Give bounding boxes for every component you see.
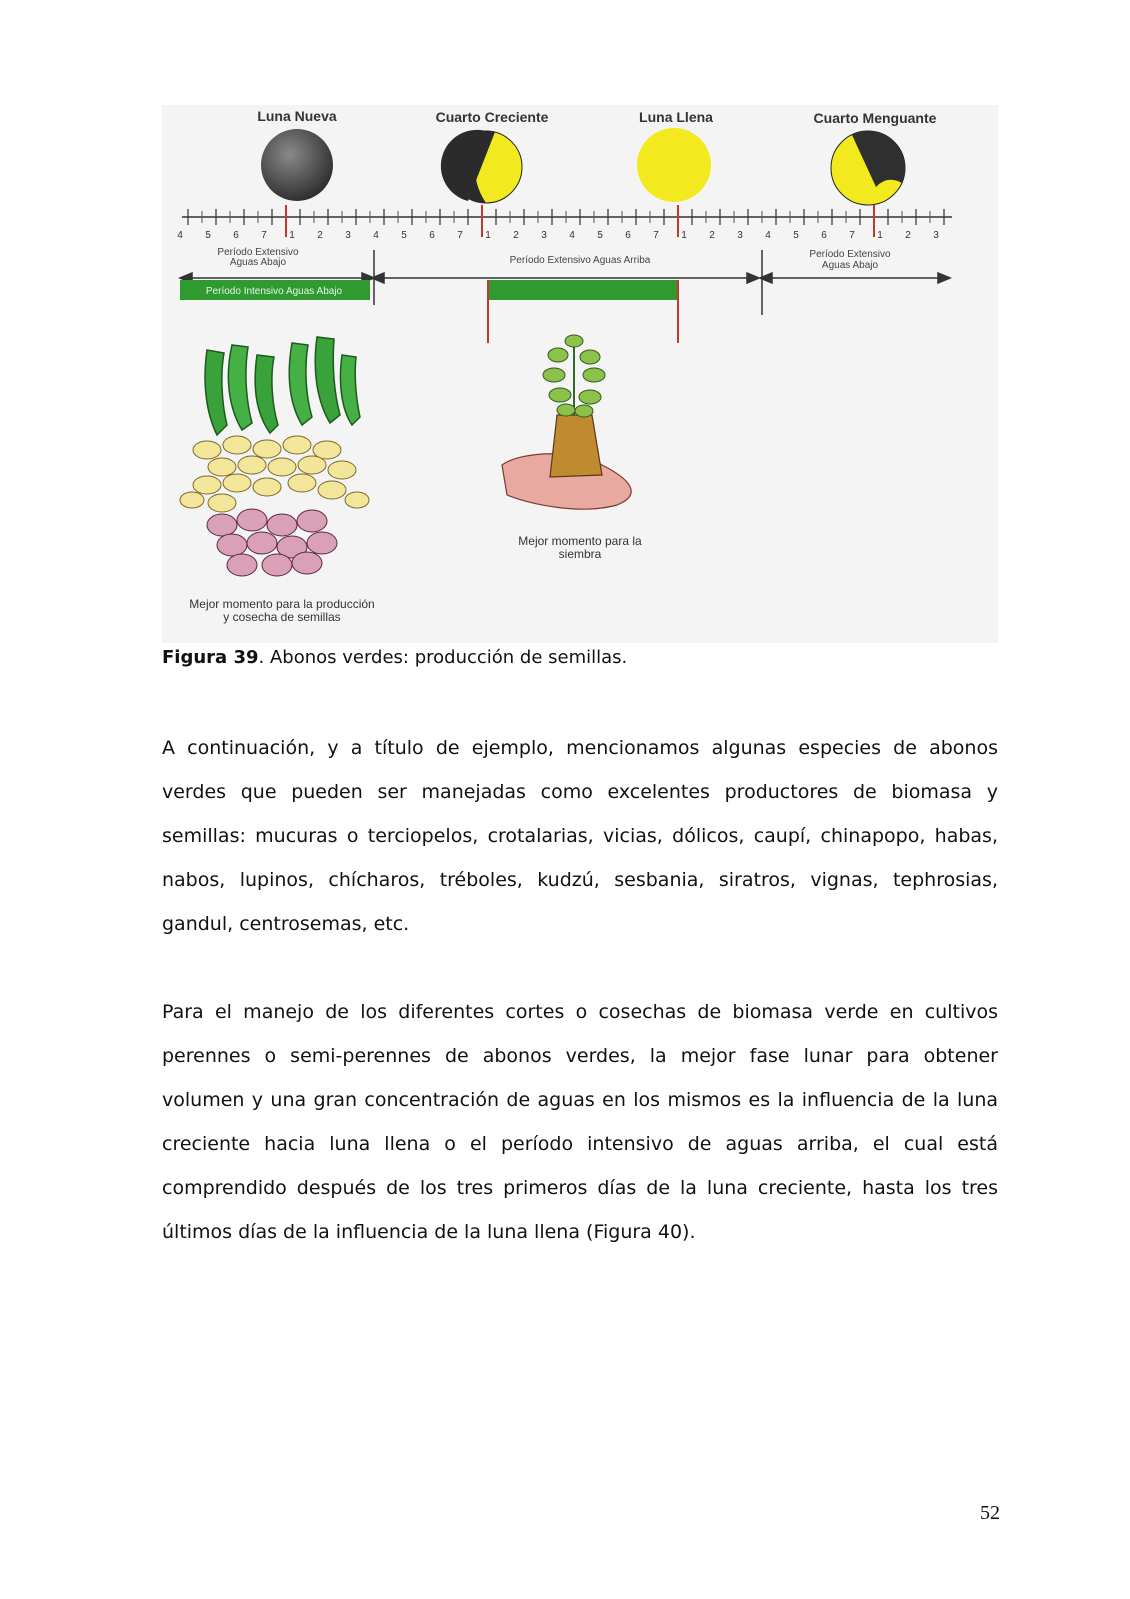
note-center-line2: siembra [558, 547, 602, 561]
timeline-day-label: 4 [373, 230, 379, 241]
body-paragraph-2: Para el manejo de los diferentes cortes o cosechas de biomasa verde en cultivos perennes o semi-perennes de abonos verdes, la mejor fase lunar para obtener volumen y una gran concentración de aguas en los mismos es la influencia de la luna creciente hacia luna llena o el período intensivo de aguas arriba, el cual está comprendido después de los tres primeros días de la luna creciente, hasta los tres últimos días de la influencia de la luna llena (Figura 40). [162, 1001, 998, 1243]
body-paragraph-1: A continuación, y a título de ejemplo, mencionamos algunas especies de abonos verdes que pueden ser manejadas como excelentes productores de biomasa y semillas: mucuras o terciopelos, crotalarias, vicias, dólicos, caupí, chinapopo, habas, nabos, lupinos, chícharos, tréboles, kudzú, sesbania, siratros, vignas, tephrosias, gandul, centrosemas, etc. [162, 737, 998, 935]
timeline-day-label: 6 [625, 230, 631, 241]
seedling-in-hand-illustration [502, 335, 631, 509]
period-left-line1: Período Extensivo [217, 247, 299, 258]
note-left-line2: y cosecha de semillas [223, 610, 341, 624]
timeline-day-label: 1 [485, 230, 491, 241]
phase-label-luna-llena: Luna Llena [639, 109, 713, 125]
timeline-day-label: 7 [849, 230, 855, 241]
timeline-day-label: 4 [177, 230, 183, 241]
timeline-day-label: 3 [933, 230, 939, 241]
timeline-day-label: 1 [289, 230, 295, 241]
timeline-day-label: 5 [793, 230, 799, 241]
timeline-day-label: 4 [765, 230, 771, 241]
page-number: 52 [980, 1502, 1000, 1524]
full-moon-icon [637, 128, 711, 202]
timeline-day-label: 2 [513, 230, 519, 241]
period-middle-label: Período Extensivo Aguas Arriba [509, 255, 651, 266]
timeline-day-label: 3 [541, 230, 547, 241]
timeline-day-label: 2 [905, 230, 911, 241]
timeline-day-label: 6 [429, 230, 435, 241]
timeline-day-label: 5 [205, 230, 211, 241]
period-left-line2: Aguas Abajo [229, 257, 287, 268]
timeline-day-label: 3 [737, 230, 743, 241]
moon-phase-diagram [162, 105, 998, 643]
intensive-bar-label: Período Intensivo Aguas Abajo [205, 286, 343, 297]
timeline-day-label: 4 [569, 230, 575, 241]
phase-label-luna-nueva: Luna Nueva [257, 108, 337, 124]
beans-illustration [207, 509, 337, 576]
timeline-day-label: 6 [821, 230, 827, 241]
figure-caption-label: Figura 39 [162, 647, 259, 668]
timeline-day-label: 1 [877, 230, 883, 241]
timeline-day-label: 7 [653, 230, 659, 241]
yellow-seeds-illustration [180, 436, 369, 512]
note-center-line1: Mejor momento para la [518, 534, 642, 548]
timeline-day-label: 7 [261, 230, 267, 241]
first-quarter-moon-icon [441, 130, 522, 203]
figure-caption [162, 646, 998, 670]
period-right-line1: Período Extensivo [809, 249, 891, 260]
moon-phase-figure [162, 105, 998, 643]
period-right-line2: Aguas Abajo [821, 260, 879, 271]
pea-pods-illustration [205, 337, 360, 435]
last-quarter-moon-icon [831, 131, 905, 205]
intensive-up-bar [488, 280, 678, 300]
timeline-day-label: 6 [233, 230, 239, 241]
timeline-day-label: 3 [345, 230, 351, 241]
figure-caption-text: . Abonos verdes: producción de semillas. [258, 647, 628, 668]
day-timeline [177, 205, 952, 241]
phase-label-cuarto-menguante: Cuarto Menguante [813, 110, 937, 126]
new-moon-icon [261, 129, 333, 201]
timeline-day-label: 1 [681, 230, 687, 241]
timeline-day-label: 7 [457, 230, 463, 241]
note-left-line1: Mejor momento para la producción [189, 597, 375, 611]
timeline-day-label: 5 [597, 230, 603, 241]
timeline-day-label: 2 [317, 230, 323, 241]
timeline-day-label: 5 [401, 230, 407, 241]
timeline-day-label: 2 [709, 230, 715, 241]
phase-label-cuarto-creciente: Cuarto Creciente [435, 109, 549, 125]
